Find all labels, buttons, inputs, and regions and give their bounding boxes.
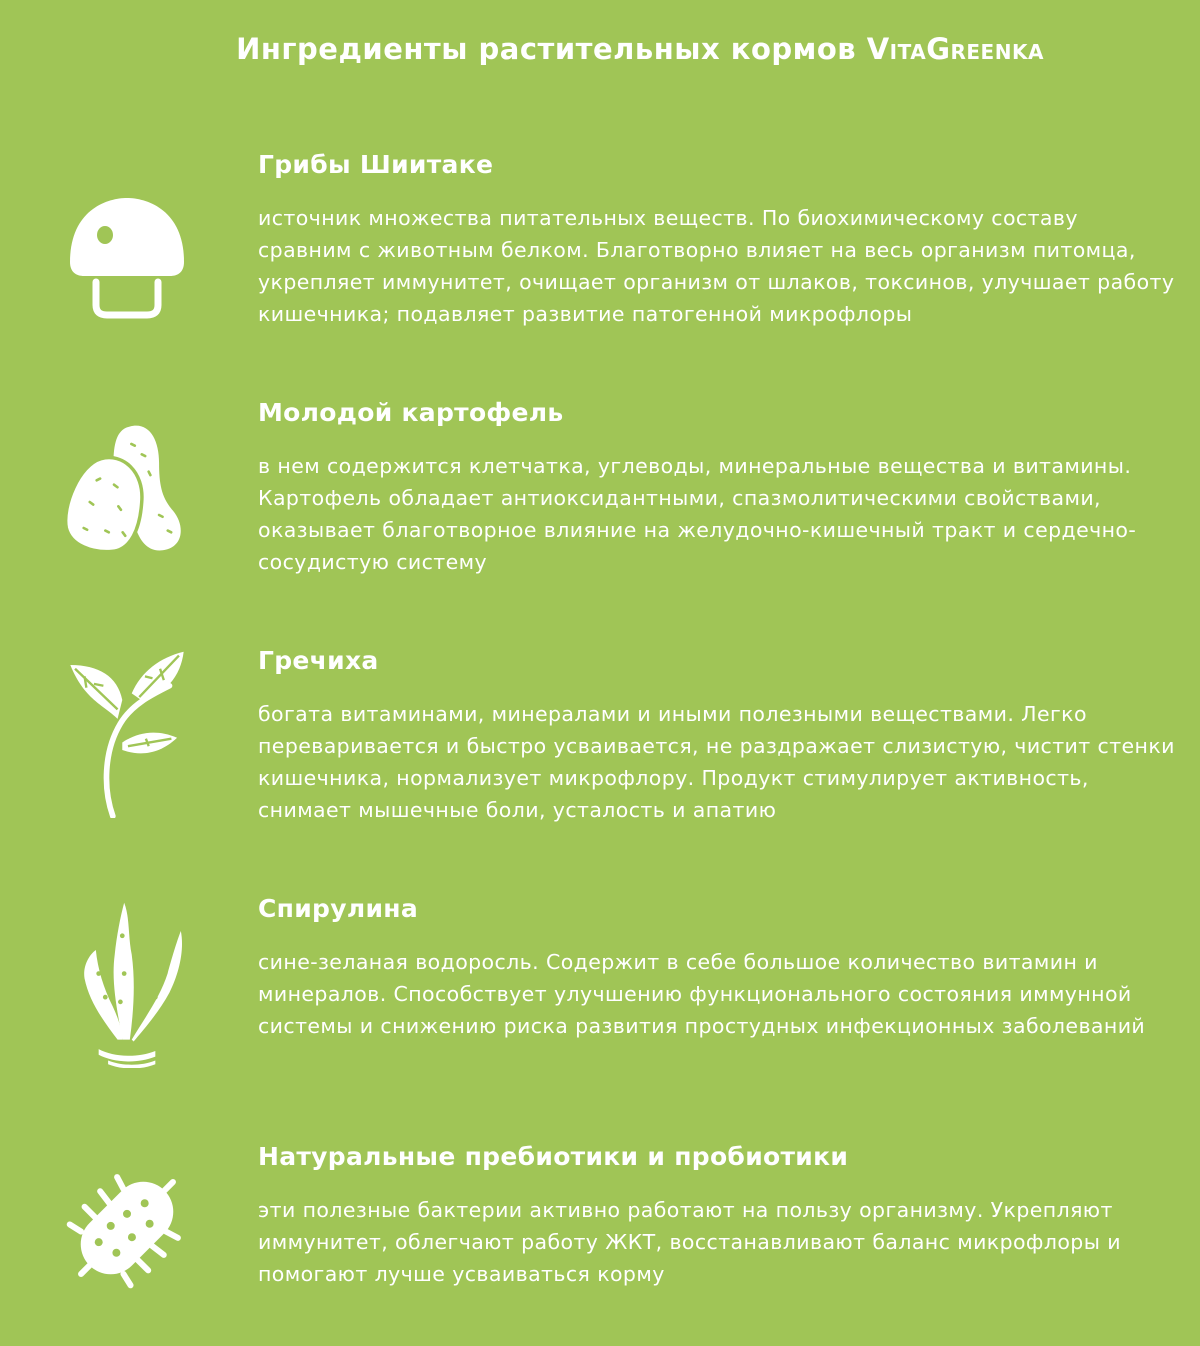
ingredient-title: Молодой картофель [258, 398, 564, 427]
ingredient-title: Гречиха [258, 646, 379, 675]
sprout-icon [62, 648, 192, 818]
ingredient-text: эти полезные бактерии активно работают на пользу организму. Укрепляют иммунитет, облегчают работу ЖКТ, восстанавливают баланс микрофлоры и помогают лучше усваиваться корму [258, 1198, 1121, 1286]
potato-icon [62, 404, 192, 574]
ingredient-text: источник множества питательных веществ. По биохимическому составу сравним с животным белком. Благотворно влияет на весь организм питомца, укрепляет иммунитет, очищает организм от шлаков, токсинов, улучшает работу кишечника; подавляет развитие патогенной микрофлоры [258, 206, 1175, 326]
mushroom-icon [62, 180, 192, 350]
ingredient-title: Грибы Шиитаке [258, 150, 494, 179]
brand-name: VitaGreenka [866, 32, 1044, 66]
ingredient-text: сине-зеланая водоросль. Содержит в себе большое количество витамин и минералов. Способствует улучшению функционального состояния иммунной системы и снижению риска развития простудных инфекционных заболеваний [258, 950, 1146, 1038]
page-title [0, 32, 1200, 66]
ingredient-text: богата витаминами, минералами и иными полезными веществами. Легко переваривается и быстро усваивается, не раздражает слизистую, чистит стенки кишечника, нормализует микрофлору. Продукт стимулирует активность, снимает мышечные боли, усталость и апатию [258, 702, 1175, 822]
ingredient-title: Натуральные пребиотики и пробиотики [258, 1142, 849, 1171]
page-title-prefix: Ингредиенты растительных кормов [236, 32, 867, 66]
ingredient-text: в нем содержится клетчатка, углеводы, минеральные вещества и витамины. Картофель обладает антиоксидантными, спазмолитическими свойствами, оказывает благотворное влияние на желудочно-кишечный тракт и сердечно-сосудистую систему [258, 454, 1137, 574]
seaweed-icon [62, 898, 192, 1068]
ingredient-title: Спирулина [258, 894, 418, 923]
bacteria-icon [62, 1138, 192, 1308]
